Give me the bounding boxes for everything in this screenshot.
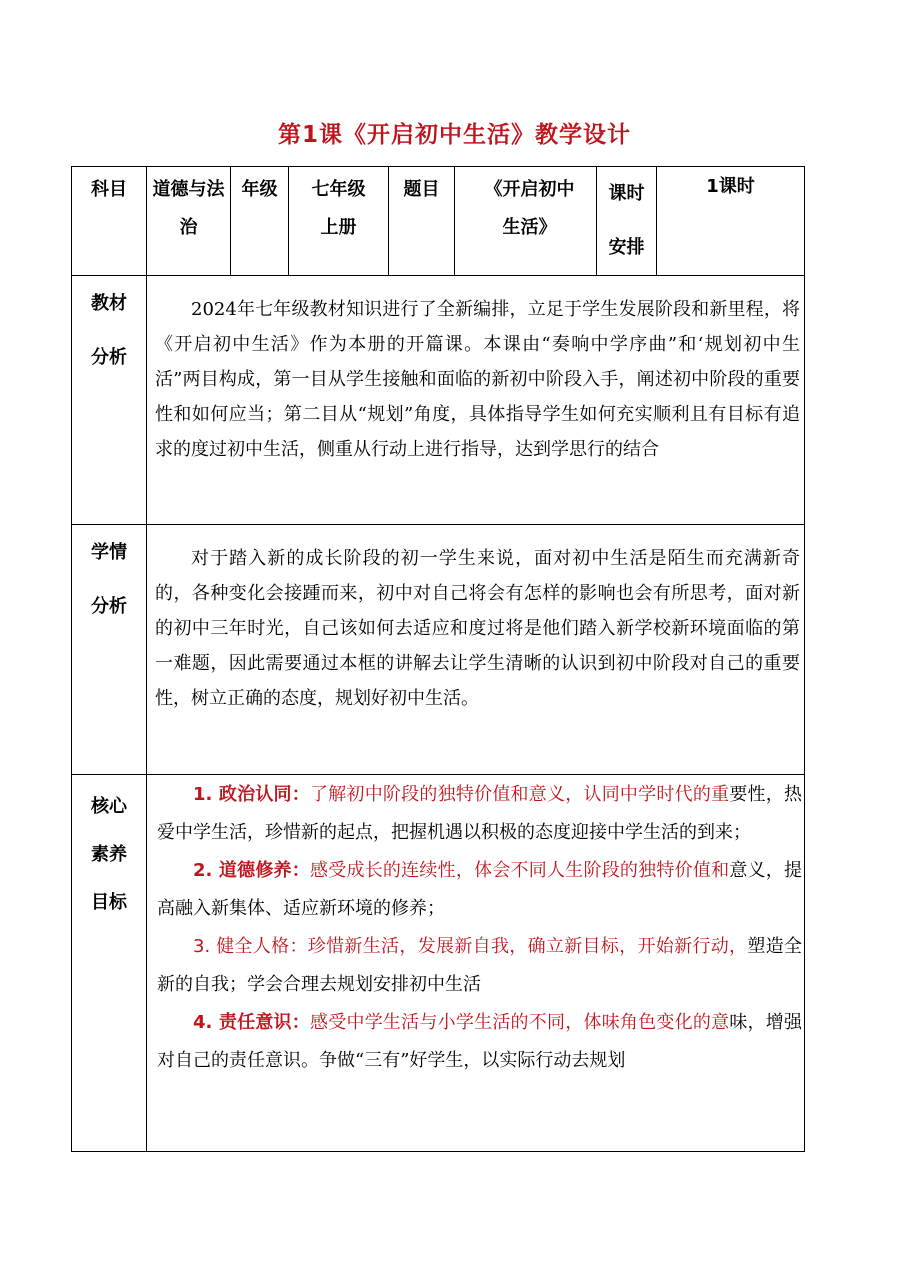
goal-3-red-text: 珍惜新生活，发展新自我，确立新目标，开始新行动， [307, 936, 748, 957]
students-content-cell [147, 525, 805, 775]
subject-value: 道德与法治 [152, 179, 225, 238]
subject-value-cell [147, 167, 231, 276]
textbook-analysis-row [72, 276, 805, 525]
core-goals-row [72, 775, 805, 1152]
goal-2-red-text: 感受成长的连续性，体会不同人生阶段的独特价值和 [310, 860, 730, 881]
subject-label-cell [72, 167, 147, 276]
textbook-label-cell [72, 276, 147, 525]
subject-label: 科目 [91, 179, 127, 200]
grade-label: 年级 [241, 179, 278, 200]
goal-item-3 [157, 928, 802, 1004]
goals-label-cell [72, 775, 147, 1152]
grade-value: 七年级上册 [311, 179, 366, 238]
goal-item-1 [157, 776, 802, 852]
students-text: 对于踏入新的成长阶段的初一学生来说，面对初中生活是陌生而充满新奇的，各种变化会接踵而来，初中对自己将会有怎样的影响也会有所思考，面对新的初中三年时光，自己该如何去适应和度过将是他们踏入新学校新环境面临的第一难题，因此需要通过本框的讲解去让学生清晰的认识到初中阶段对自己的重要性，树立正确的态度，规划好初中生活。 [155, 548, 800, 709]
goals-label-line-2: 素养 [91, 844, 127, 865]
grade-value-cell [289, 167, 389, 276]
goals-label-line-1: 核心 [91, 796, 127, 817]
hours-label: 课时安排 [608, 183, 645, 258]
goal-1-red-text: 了解初中阶段的独特价值和意义，认同中学时代的重 [310, 784, 730, 805]
goal-4-red-text: 感受中学生活与小学生活的不同，体味角色变化的意 [310, 1012, 730, 1033]
goal-item-2 [157, 852, 802, 928]
topic-label: 题目 [403, 179, 440, 200]
goal-4-text: 味，增强对自己的责任意识。争做“三有”好学生，以实际行动去规划 [157, 1012, 803, 1071]
textbook-content-cell [147, 276, 805, 525]
hours-value: 1课时 [706, 176, 755, 197]
topic-value-cell [455, 167, 597, 276]
goals-label-line-3: 目标 [91, 892, 127, 913]
goal-2-text: 意义，提高融入新集体、适应新环境的修养； [157, 860, 803, 919]
topic-value: 《开启初中生活》 [484, 179, 575, 238]
goal-1-text: 要性，热爱中学生活，珍惜新的起点，把握机遇以积极的态度迎接中学生活的到来； [157, 784, 803, 843]
goal-item-4 [157, 1004, 802, 1080]
hours-value-cell [657, 167, 805, 276]
goals-content-cell [147, 775, 805, 1152]
topic-label-cell [389, 167, 455, 276]
goal-1-heading: 1. 政治认同： [193, 784, 311, 805]
student-analysis-row [72, 525, 805, 775]
hours-label-cell [597, 167, 657, 276]
goal-4-heading: 4. 责任意识： [193, 1012, 311, 1033]
lesson-plan-table [71, 166, 805, 1152]
students-label-cell [72, 525, 147, 775]
goal-2-heading: 2. 道德修养： [193, 860, 311, 881]
textbook-text: 2024年七年级教材知识进行了全新编排，立足于学生发展阶段和新里程，将《开启初中生活》作为本册的开篇课。本课由“奏响中学序曲”和‘规划初中生活”两目构成，第一目从学生接触和面临的新初中阶段入手，阐述初中阶段的重要性和如何应当；第二目从“规划”角度，具体指导学生如何充实顺利且有目标有追求的度过初中生活，侧重从行动上进行指导，达到学思行的结合 [155, 299, 800, 460]
goal-3-heading: 3. 健全人格： [193, 936, 308, 957]
students-label: 学情分析 [91, 542, 127, 617]
header-row [72, 167, 805, 276]
textbook-label: 教材分析 [91, 293, 127, 368]
goal-3-text: 塑造全新的自我；学会合理去规划安排初中生活 [157, 936, 803, 995]
grade-label-cell [231, 167, 289, 276]
document-title: 第1课《开启初中生活》教学设计 [277, 122, 631, 148]
